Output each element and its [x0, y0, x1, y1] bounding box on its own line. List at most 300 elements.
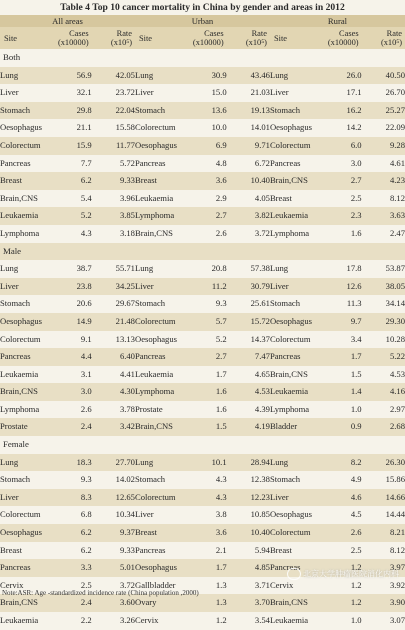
table-row	[0, 383, 405, 401]
table-row	[0, 119, 405, 137]
cases-cell: 4.3	[80, 227, 92, 238]
rate-cell: 10.40	[227, 172, 270, 190]
cases-cell: 8.2	[323, 454, 361, 472]
cases-header: Cases (x10000)	[192, 29, 224, 47]
rate-cell: 42.05	[92, 67, 135, 85]
table-note: Note:ASR: Age -standardized incidence rate (China population ,2000)	[2, 589, 199, 597]
group-row	[0, 243, 405, 261]
rate-cell: 28.94	[227, 454, 270, 472]
site-cell: Leukaemia	[134, 368, 174, 379]
site-cell: Oesophagus	[0, 313, 53, 331]
cases-cell: 30.9	[188, 67, 226, 85]
table-row	[0, 84, 405, 102]
site-cell: Lung	[0, 454, 53, 472]
rate-cell: 3.72	[254, 227, 270, 238]
site-cell: Oesophagus	[0, 122, 43, 133]
site-cell: Brain,CNS	[270, 594, 323, 612]
rate-cell: 21.03	[250, 87, 270, 98]
cases-cell: 1.6	[215, 403, 227, 414]
cases-cell: 2.3	[323, 207, 361, 225]
cases-cell: 18.3	[53, 454, 91, 472]
site-cell: Bladder	[270, 418, 323, 436]
cases-cell: 9.3	[80, 474, 92, 485]
rate-cell: 3.85	[92, 207, 135, 225]
cases-cell: 2.1	[215, 544, 227, 555]
site-cell: Brain,CNS	[0, 594, 53, 612]
rate-cell: 22.04	[92, 102, 135, 120]
site-cell: Ovary	[135, 594, 188, 612]
site-cell: Liver	[269, 87, 289, 98]
site-cell: Leukaemia	[0, 207, 53, 225]
site-cell: Lymphoma	[269, 403, 310, 414]
rate-cell: 5.94	[254, 544, 270, 555]
urban-header: Urban	[191, 16, 214, 26]
site-header: Site	[273, 33, 287, 43]
cases-cell: 8.3	[53, 489, 91, 507]
rate-cell: 26.70	[385, 87, 405, 98]
cases-cell: 13.6	[188, 102, 226, 120]
rate-cell: 21.48	[92, 313, 135, 331]
table-row	[0, 331, 405, 349]
group-label: Male	[0, 243, 405, 261]
rate-cell: 8.12	[389, 544, 405, 555]
rate-cell: 2.68	[362, 418, 405, 436]
rate-cell: 22.09	[385, 122, 405, 133]
cases-cell: 2.5	[350, 192, 362, 203]
table-row	[0, 313, 405, 331]
cases-cell: 4.8	[215, 157, 227, 168]
rate-cell: 14.66	[362, 489, 405, 507]
cases-cell: 1.5	[188, 418, 226, 436]
table-body	[0, 49, 405, 630]
mortality-table	[0, 15, 405, 630]
rate-cell: 2.47	[389, 227, 405, 238]
table-row	[0, 278, 405, 296]
site-cell: Cervix	[269, 579, 294, 590]
cases-cell: 11.3	[346, 298, 362, 309]
site-header: Site	[138, 33, 153, 43]
cases-cell: 0.9	[323, 418, 361, 436]
rate-cell: 10.28	[385, 333, 405, 344]
rate-cell: 34.14	[385, 298, 405, 309]
cases-cell: 5.2	[215, 333, 227, 344]
rate-cell: 4.85	[227, 559, 270, 577]
site-cell: Brain,CNS	[0, 192, 38, 203]
cases-cell: 17.1	[346, 87, 362, 98]
cases-cell: 4.3	[215, 474, 227, 485]
table-row	[0, 454, 405, 472]
cases-cell: 5.7	[188, 313, 226, 331]
site-cell: Liver	[270, 278, 323, 296]
rate-cell: 55.71	[115, 263, 135, 274]
cases-cell: 12.6	[323, 278, 361, 296]
table-row	[0, 67, 405, 85]
table-title: Table 4 Top 10 cancer mortality in China by gender and areas in 2012	[60, 2, 345, 13]
rate-header: Rate (x10⁵)	[380, 29, 402, 47]
rate-cell: 14.37	[250, 333, 270, 344]
cases-cell: 2.5	[350, 544, 362, 555]
site-cell: Colorectum	[135, 489, 188, 507]
rate-cell: 3.97	[362, 559, 405, 577]
cases-cell: 2.5	[80, 579, 92, 590]
site-cell: Liver	[135, 278, 188, 296]
site-cell: Lung	[0, 263, 19, 274]
cases-cell: 21.1	[76, 122, 92, 133]
rate-cell: 3.63	[362, 207, 405, 225]
cases-cell: 4.9	[350, 474, 362, 485]
site-cell: Pancreas	[0, 559, 53, 577]
site-cell: Breast	[269, 544, 292, 555]
site-cell: Oesophagus	[0, 524, 53, 542]
rate-cell: 3.26	[119, 615, 135, 625]
cases-cell: 10.1	[188, 454, 226, 472]
cases-cell: 9.7	[323, 313, 361, 331]
site-cell: Liver	[134, 87, 154, 98]
cases-cell: 2.6	[80, 403, 92, 414]
site-cell: Brain,CNS	[270, 172, 323, 190]
site-cell: Lung	[0, 67, 53, 85]
rate-cell: 10.85	[250, 509, 270, 520]
group-label: Both	[3, 52, 21, 62]
site-cell: Liver	[134, 509, 154, 520]
cases-cell: 15.9	[53, 137, 91, 155]
cases-cell: 6.0	[323, 137, 361, 155]
site-cell: Pancreas	[0, 157, 31, 168]
site-cell: Liver	[0, 278, 53, 296]
cases-cell: 3.4	[350, 333, 362, 344]
rate-cell: 40.50	[362, 67, 405, 85]
site-cell: Lung	[135, 454, 188, 472]
cases-cell: 56.9	[53, 67, 91, 85]
cases-cell: 6.2	[80, 544, 92, 555]
cases-cell: 38.7	[76, 263, 92, 274]
cases-cell: 1.3	[215, 579, 227, 590]
rate-cell: 23.72	[115, 87, 135, 98]
table-row	[0, 260, 405, 278]
cases-cell: 14.2	[346, 122, 362, 133]
rate-cell: 3.82	[227, 207, 270, 225]
rate-cell: 3.72	[119, 579, 135, 590]
rate-cell: 5.01	[92, 559, 135, 577]
cases-cell: 1.0	[350, 615, 362, 625]
site-cell: Colorectum	[135, 313, 188, 331]
table-row	[0, 401, 405, 419]
rate-cell: 6.40	[92, 348, 135, 366]
site-cell: Leukaemia	[270, 383, 323, 401]
table-row	[0, 155, 405, 173]
cases-cell: 9.3	[215, 298, 227, 309]
cases-cell: 1.5	[350, 368, 362, 379]
site-cell: Colorectum	[134, 122, 176, 133]
rate-cell: 5.72	[119, 157, 135, 168]
cases-cell: 2.9	[215, 192, 227, 203]
rate-cell: 11.77	[92, 137, 135, 155]
cases-cell: 2.7	[188, 207, 226, 225]
cases-cell: 1.2	[323, 559, 361, 577]
site-cell: Stomach	[269, 474, 301, 485]
table-row	[0, 524, 405, 542]
cases-cell: 6.8	[80, 509, 92, 520]
rate-cell: 3.60	[92, 594, 135, 612]
all-areas-header: All areas	[52, 16, 83, 26]
site-cell: Leukaemia	[0, 368, 39, 379]
site-cell: Stomach	[270, 102, 323, 120]
cases-cell: 1.7	[215, 368, 227, 379]
site-cell: Liver	[270, 489, 323, 507]
site-cell: Stomach	[269, 298, 301, 309]
rate-cell: 4.41	[119, 368, 135, 379]
rate-cell: 8.12	[389, 192, 405, 203]
rate-cell: 9.33	[92, 172, 135, 190]
rate-cell: 12.65	[92, 489, 135, 507]
rate-cell: 29.67	[115, 298, 135, 309]
cases-cell: 3.6	[188, 172, 226, 190]
rate-cell: 13.13	[115, 333, 135, 344]
site-cell: Colorectum	[269, 333, 311, 344]
site-cell: Pancreas	[269, 157, 301, 168]
rate-cell: 43.46	[227, 67, 270, 85]
site-cell: Leukaemia	[0, 615, 39, 625]
table-row	[0, 207, 405, 225]
cases-cell: 4.3	[188, 489, 226, 507]
rate-cell: 25.27	[362, 102, 405, 120]
table-row	[0, 418, 405, 436]
cases-cell: 20.8	[211, 263, 227, 274]
site-cell: Prostate	[134, 403, 163, 414]
rate-cell: 30.79	[227, 278, 270, 296]
rate-cell: 9.33	[119, 544, 135, 555]
cases-cell: 23.8	[53, 278, 91, 296]
site-cell: Gallbladder	[134, 579, 176, 590]
cases-cell: 2.2	[80, 615, 92, 625]
group-label: Female	[3, 439, 29, 450]
site-cell: Pancreas	[134, 544, 166, 555]
rate-cell: 6.72	[254, 157, 270, 168]
cases-cell: 1.6	[188, 383, 226, 401]
rate-cell: 12.38	[250, 474, 270, 485]
cases-cell: 6.2	[53, 172, 91, 190]
rate-header: Rate (x10⁵)	[110, 29, 132, 47]
site-cell: Breast	[269, 192, 292, 203]
table-row	[0, 225, 405, 243]
cases-cell: 4.4	[53, 348, 91, 366]
rate-cell: 8.21	[362, 524, 405, 542]
rate-cell: 14.01	[250, 122, 270, 133]
cases-cell: 7.7	[80, 157, 92, 168]
rate-cell: 9.28	[362, 137, 405, 155]
site-cell: Stomach	[135, 102, 188, 120]
site-cell: Lung	[269, 263, 289, 274]
rate-cell: 3.07	[389, 615, 405, 625]
cases-cell: 2.7	[323, 172, 361, 190]
site-cell: Lymphoma	[0, 227, 40, 238]
rate-cell: 3.90	[362, 594, 405, 612]
table-row	[0, 506, 405, 524]
site-cell: Lung	[135, 67, 188, 85]
rate-cell: 10.40	[227, 524, 270, 542]
cases-cell: 1.0	[350, 403, 362, 414]
rate-cell: 53.87	[385, 263, 405, 274]
cases-cell: 10.0	[211, 122, 227, 133]
rate-cell: 34.25	[92, 278, 135, 296]
rate-cell: 14.02	[115, 474, 135, 485]
table-row	[0, 612, 405, 630]
rate-cell: 10.34	[115, 509, 135, 520]
table-row	[0, 348, 405, 366]
cases-cell: 1.6	[350, 227, 362, 238]
cases-cell: 6.9	[188, 137, 226, 155]
cases-cell: 4.6	[323, 489, 361, 507]
rate-cell: 4.39	[254, 403, 270, 414]
site-cell: Colorectum	[0, 333, 41, 344]
area-header-row	[0, 15, 405, 27]
rate-cell: 3.70	[227, 594, 270, 612]
cases-cell: 5.2	[53, 207, 91, 225]
site-cell: Colorectum	[270, 524, 323, 542]
site-cell: Lung	[134, 263, 154, 274]
rate-cell: 9.37	[92, 524, 135, 542]
cases-cell: 3.0	[53, 383, 91, 401]
site-cell: Lymphoma	[135, 383, 188, 401]
rate-cell: 7.47	[227, 348, 270, 366]
table-row	[0, 489, 405, 507]
cases-cell: 2.7	[188, 348, 226, 366]
rate-cell: 3.18	[119, 227, 135, 238]
cases-header: Cases (x10000)	[327, 29, 359, 47]
table-row	[0, 295, 405, 313]
rate-cell: 3.92	[389, 579, 405, 590]
cases-cell: 3.3	[53, 559, 91, 577]
rate-cell: 25.61	[250, 298, 270, 309]
cases-cell: 11.2	[188, 278, 226, 296]
table-row	[0, 471, 405, 489]
cases-cell: 1.2	[215, 615, 227, 625]
column-header-row	[0, 27, 405, 49]
site-cell: Cervix	[0, 579, 24, 590]
rate-cell: 15.86	[385, 474, 405, 485]
site-cell: Pancreas	[270, 559, 323, 577]
site-cell: Stomach	[0, 298, 31, 309]
site-cell: Oesophagus	[134, 333, 177, 344]
rate-cell: 12.23	[227, 489, 270, 507]
rate-cell: 4.05	[254, 192, 270, 203]
table-row	[0, 542, 405, 560]
cases-cell: 2.6	[323, 524, 361, 542]
rate-cell: 15.58	[115, 122, 135, 133]
rate-cell: 29.30	[362, 313, 405, 331]
site-cell: Pancreas	[270, 348, 323, 366]
cases-cell: 1.7	[323, 348, 361, 366]
rate-cell: 4.16	[362, 383, 405, 401]
site-cell: Leukaemia	[134, 192, 174, 203]
rate-cell: 19.13	[227, 102, 270, 120]
cases-cell: 3.1	[80, 368, 92, 379]
cases-cell: 1.4	[323, 383, 361, 401]
rate-cell: 4.53	[389, 368, 405, 379]
cases-cell: 2.4	[53, 418, 91, 436]
cases-cell: 3.0	[350, 157, 362, 168]
table-row	[0, 366, 405, 384]
rate-cell: 5.22	[362, 348, 405, 366]
site-cell: Brain,CNS	[135, 418, 188, 436]
cases-cell: 17.8	[346, 263, 362, 274]
table-row	[0, 102, 405, 120]
rate-cell: 4.61	[389, 157, 405, 168]
site-cell: Lymphoma	[269, 227, 310, 238]
cases-cell: 16.2	[323, 102, 361, 120]
site-cell: Oesophagus	[135, 559, 188, 577]
rate-cell: 4.53	[227, 383, 270, 401]
cases-cell: 20.6	[76, 298, 92, 309]
rate-cell: 3.42	[92, 418, 135, 436]
site-cell: Breast	[135, 172, 188, 190]
wechat-icon	[287, 568, 301, 580]
site-cell: Stomach	[0, 474, 31, 485]
site-cell: Brain,CNS	[134, 227, 173, 238]
site-cell: Oesophagus	[269, 122, 312, 133]
site-cell: Lung	[270, 454, 323, 472]
watermark: 北京大学肿瘤医院消化内科	[287, 568, 399, 580]
rate-cell: 4.65	[254, 368, 270, 379]
cases-cell: 32.1	[76, 87, 92, 98]
rate-cell: 57.38	[250, 263, 270, 274]
cases-cell: 5.4	[80, 192, 92, 203]
rate-cell: 27.70	[92, 454, 135, 472]
site-cell: Oesophagus	[269, 509, 312, 520]
site-cell: Stomach	[0, 102, 53, 120]
site-cell: Breast	[135, 524, 188, 542]
rate-cell: 2.97	[389, 403, 405, 414]
site-cell: Brain,CNS	[0, 383, 53, 401]
cases-cell: 14.9	[53, 313, 91, 331]
site-cell: Pancreas	[134, 157, 166, 168]
cases-header: Cases (x10000)	[57, 29, 89, 47]
site-cell: Cervix	[134, 615, 159, 625]
rate-cell: 15.72	[227, 313, 270, 331]
rate-cell: 14.44	[385, 509, 405, 520]
group-row	[0, 436, 405, 454]
site-cell: Stomach	[134, 298, 166, 309]
rate-cell: 3.78	[119, 403, 135, 414]
rate-cell: 38.05	[362, 278, 405, 296]
cases-cell: 2.4	[53, 594, 91, 612]
cases-cell: 1.7	[188, 559, 226, 577]
site-cell: Liver	[0, 87, 19, 98]
cases-cell: 15.0	[211, 87, 227, 98]
cases-cell: 1.2	[323, 594, 361, 612]
cases-cell: 29.8	[53, 102, 91, 120]
cases-cell: 3.8	[215, 509, 227, 520]
rate-cell: 26.30	[362, 454, 405, 472]
rate-cell: 4.19	[227, 418, 270, 436]
table-row	[0, 190, 405, 208]
cases-cell: 1.3	[188, 594, 226, 612]
site-cell: Brain,CNS	[269, 368, 308, 379]
rate-cell: 9.71	[227, 137, 270, 155]
site-cell: Breast	[0, 172, 53, 190]
cases-cell: 2.6	[215, 227, 227, 238]
site-cell: Colorectum	[0, 137, 53, 155]
rate-cell: 4.23	[362, 172, 405, 190]
site-cell: Lung	[270, 67, 323, 85]
rate-cell: 3.71	[254, 579, 270, 590]
rate-cell: 3.54	[254, 615, 270, 625]
site-cell: Stomach	[134, 474, 166, 485]
site-cell: Leukaemia	[270, 207, 323, 225]
site-cell: Pancreas	[0, 348, 53, 366]
site-cell: Leukaemia	[269, 615, 309, 625]
cases-cell: 26.0	[323, 67, 361, 85]
